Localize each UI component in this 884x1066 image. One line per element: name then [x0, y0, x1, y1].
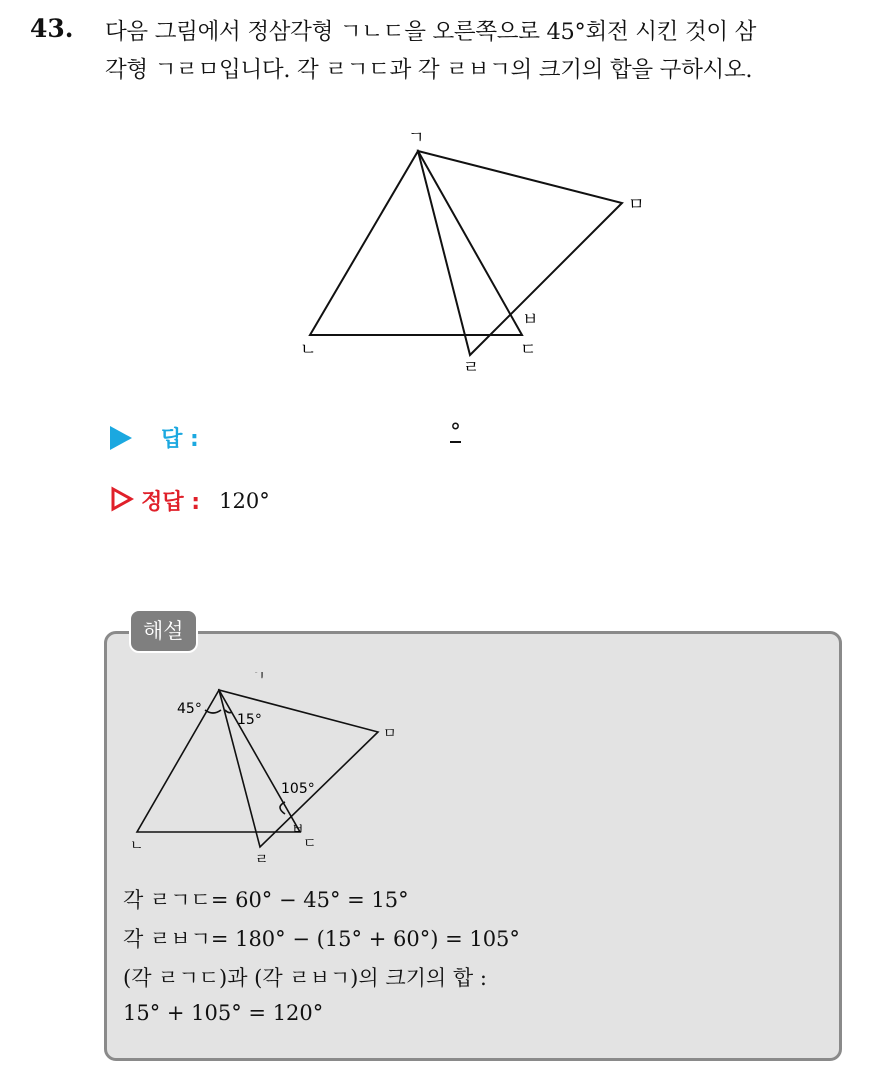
correct-answer-value: 120°: [219, 488, 270, 513]
play-icon: [110, 426, 132, 450]
play-outline-icon: [110, 486, 134, 516]
label-n: ㄴ: [300, 340, 317, 360]
label-r: ㄹ: [463, 358, 480, 378]
sol-label-d: ㄷ: [303, 836, 317, 852]
angle-label-105: 105°: [281, 781, 315, 797]
triangle-grm: [418, 151, 622, 355]
question-text-line2: 각형 ㄱㄹㅁ입니다. 각 ㄹㄱㄷ과 각 ㄹㅂㄱ의 크기의 합을 구하시오.: [105, 57, 753, 83]
sol-label-r: ㄹ: [255, 852, 269, 868]
answer-row: [110, 422, 199, 453]
answer-label: 답 :: [161, 427, 199, 452]
sol-label-g: ㄱ: [252, 672, 266, 684]
triangle-gnd: [310, 151, 522, 335]
question-text-line1: 다음 그림에서 정삼각형 ㄱㄴㄷ을 오른쪽으로 45°회전 시킨 것이 삼: [105, 19, 757, 45]
solution-line3: (각 ㄹㄱㄷ)과 (각 ㄹㅂㄱ)의 크기의 합 :: [123, 966, 487, 990]
sol-label-n: ㄴ: [130, 838, 144, 854]
correct-answer-row: [110, 485, 270, 516]
label-g: ㄱ: [408, 128, 425, 148]
main-figure: [260, 115, 660, 385]
angle-label-45: 45°: [177, 701, 202, 717]
sol-label-m: ㅁ: [383, 726, 397, 742]
solution-tab: 해설: [129, 609, 198, 653]
solution-line4: 15° + 105° = 120°: [123, 1001, 324, 1025]
label-m: ㅁ: [628, 195, 645, 215]
answer-unit: °: [450, 420, 461, 445]
sol-label-b: ㅂ: [291, 822, 305, 838]
solution-line1: 각 ㄹㄱㄷ= 60° − 45° = 15°: [123, 888, 409, 912]
angle-label-15: 15°: [237, 712, 262, 728]
question-number: 43.: [30, 14, 74, 43]
label-b: ㅂ: [522, 310, 539, 330]
correct-answer-label: 정답 :: [141, 490, 201, 515]
solution-line2: 각 ㄹㅂㄱ= 180° − (15° + 60°) = 105°: [123, 927, 520, 951]
label-d: ㄷ: [520, 340, 537, 360]
solution-figure: [125, 672, 415, 872]
